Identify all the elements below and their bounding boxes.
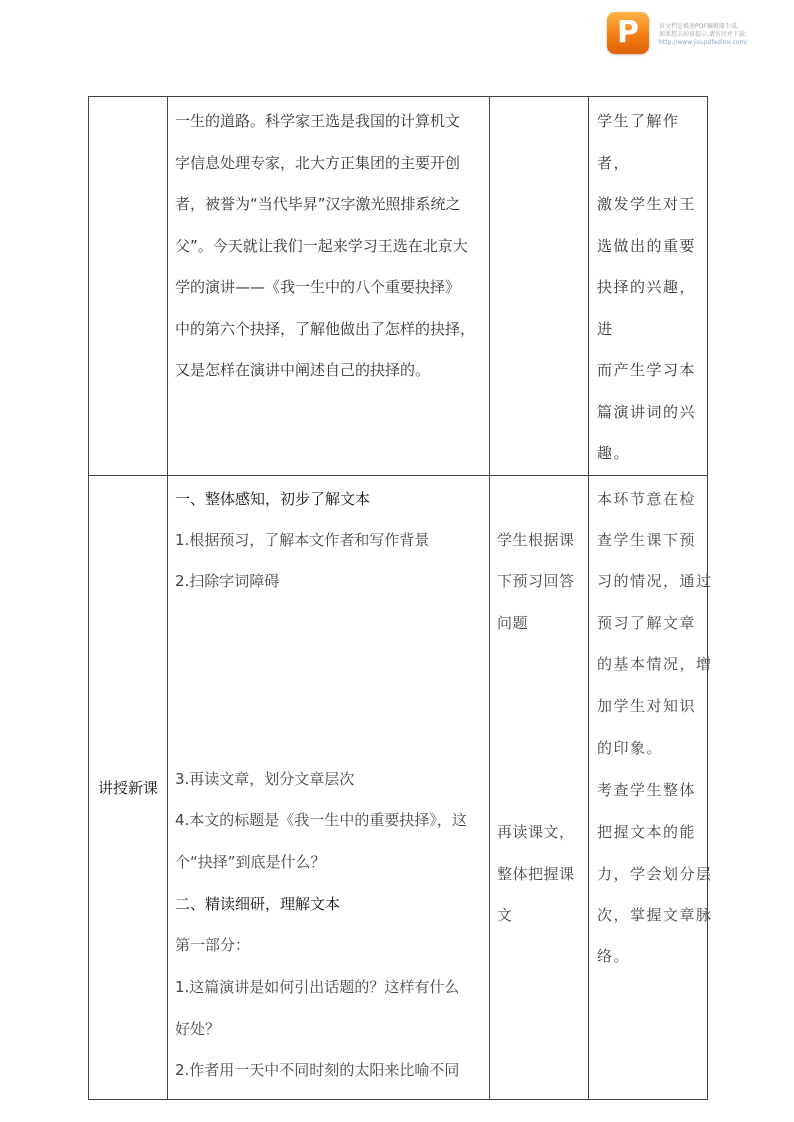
teach-goal-cell — [589, 475, 713, 1099]
heading-close-reading: 二、精读细研，理解文本 — [175, 894, 341, 913]
teach-activity-cell — [490, 475, 589, 1099]
pdf-editor-logo-icon — [607, 12, 649, 54]
table-row-intro — [89, 97, 708, 476]
step-line: 1.根据预习，了解本文作者和写作背景 — [175, 530, 430, 549]
intro-goal-line: 激发学生对王 — [597, 195, 697, 213]
teach-content-cell — [168, 475, 490, 1099]
step-line: 3.再读文章，划分文章层次 — [175, 769, 355, 788]
watermark — [607, 12, 787, 56]
step-line: 1.这篇演讲是如何引出话题的？这样有什么 — [175, 977, 460, 996]
intro-goal-line: 篇演讲词的兴 — [597, 402, 697, 421]
step-line: 个“抉择”到底是什么？ — [175, 852, 326, 871]
intro-line: 父”。今天就让我们一起来学习王选在北京大 — [175, 236, 468, 255]
table-row-teach — [89, 475, 708, 1099]
goal-line: 的基本情况，增 — [597, 654, 713, 673]
intro-section-cell — [89, 97, 168, 476]
intro-line: 又是怎样在演讲中阐述自己的抉择的。 — [175, 361, 431, 379]
intro-goal-line: 选做出的重要 — [597, 236, 697, 255]
intro-line: 者，被誉为“当代毕昇”汉字激光照排系统之 — [175, 195, 461, 213]
goal-line: 本环节意在检 — [597, 489, 697, 508]
intro-content-cell — [168, 97, 490, 476]
step-line: 2.扫除字词障碍 — [175, 571, 280, 590]
goal-line: 力，学会划分层 — [597, 864, 713, 883]
activity-line: 下预习回答 — [497, 571, 575, 590]
goal-line: 考查学生整体 — [597, 780, 697, 799]
intro-goal-line: 而产生学习本 — [597, 361, 697, 379]
intro-goal-cell — [589, 97, 708, 476]
goal-line: 加学生对知识 — [597, 696, 697, 715]
step-line: 2.作者用一天中不同时刻的太阳来比喻不同 — [175, 1060, 460, 1079]
intro-goal-line: 学生了解作者， — [597, 112, 680, 172]
intro-line: 学的演讲——《我一生中的八个重要抉择》 — [175, 278, 461, 296]
goal-line: 习的情况，通过 — [597, 571, 713, 590]
step-line: 第一部分： — [175, 935, 251, 954]
intro-activity-cell — [490, 97, 589, 476]
goal-line: 次，掌握文章脉 — [597, 905, 713, 924]
watermark-line-1: 该文档是极速PDF编辑器生成, — [659, 23, 739, 30]
logo-letter: P — [617, 15, 639, 50]
activity-line: 文 — [497, 905, 513, 924]
goal-line: 把握文本的能 — [597, 822, 697, 841]
intro-line: 一生的道路。科学家王选是我国的计算机文 — [175, 112, 461, 130]
intro-goal-line: 趣。 — [597, 444, 631, 462]
step-line: 好处？ — [175, 1019, 221, 1038]
activity-line: 问题 — [497, 613, 529, 632]
heading-overall: 一、整体感知，初步了解文本 — [175, 489, 371, 508]
watermark-url[interactable]: http://www.jisupdfeditor.com/ — [659, 39, 748, 46]
intro-line: 中的第六个抉择，了解他做出了怎样的抉择， — [175, 319, 476, 338]
watermark-line-2: 如果想去掉该提示,请访问并下载: — [659, 31, 747, 38]
intro-line: 字信息处理专家，北大方正集团的主要开创 — [175, 153, 461, 172]
step-line: 4.本文的标题是《我一生中的重要抉择》，这 — [175, 810, 467, 829]
goal-line: 查学生课下预 — [597, 530, 697, 549]
activity-line: 再读课文， — [497, 822, 575, 841]
lesson-plan-table — [88, 96, 713, 1100]
intro-goal-line: 抉择的兴趣，进 — [597, 278, 697, 338]
goal-line: 络。 — [597, 946, 631, 965]
section-label-cell: 讲授新课 — [89, 475, 168, 1099]
goal-line: 预习了解文章 — [597, 613, 697, 632]
activity-line: 学生根据课 — [497, 530, 575, 549]
watermark-text — [659, 23, 789, 47]
goal-line: 的印象。 — [597, 738, 664, 757]
activity-line: 整体把握课 — [497, 864, 575, 883]
